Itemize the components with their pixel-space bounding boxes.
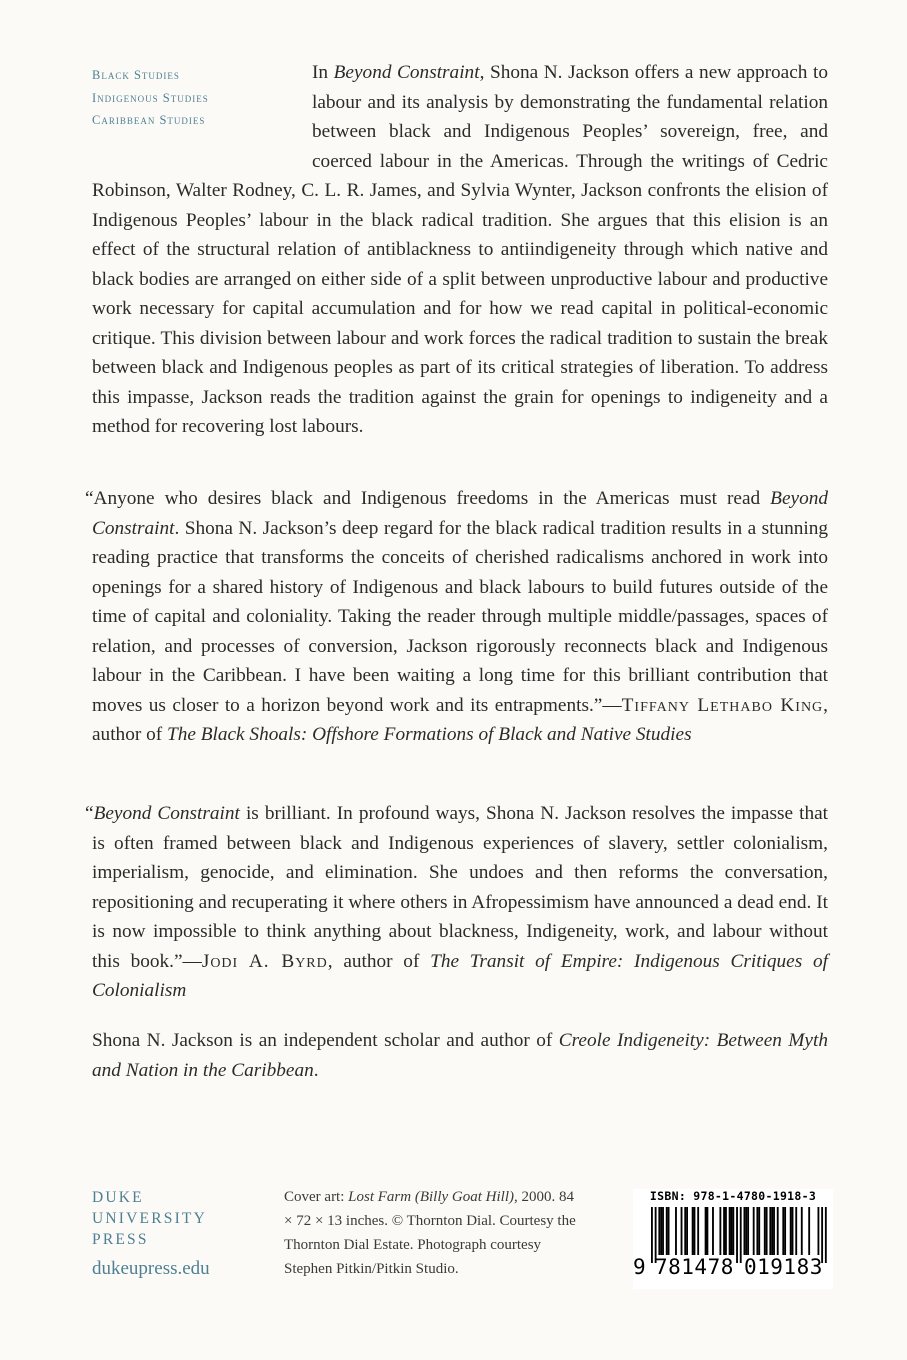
barcode-bar bbox=[736, 1207, 738, 1263]
barcode-bar bbox=[705, 1207, 707, 1255]
barcode-bar bbox=[753, 1207, 755, 1255]
barcode-bar bbox=[662, 1207, 664, 1255]
barcode-bar bbox=[769, 1207, 771, 1255]
barcode-bar bbox=[777, 1207, 779, 1255]
barcode-bar bbox=[808, 1207, 810, 1255]
barcode-bar bbox=[707, 1207, 709, 1255]
endorser-work: The Black Shoals: Offshore Formations of Black and Native Studies bbox=[166, 724, 692, 745]
barcode-bar bbox=[745, 1207, 747, 1255]
barcode-bar bbox=[712, 1207, 714, 1255]
endorser-name: Tiffany Lethabo King bbox=[621, 694, 824, 716]
barcode-first-digit: 9 bbox=[633, 1255, 647, 1279]
barcode-bar bbox=[666, 1207, 668, 1255]
barcode-bar bbox=[747, 1207, 749, 1255]
barcode-bar bbox=[686, 1207, 688, 1255]
barcode-bar bbox=[697, 1207, 699, 1255]
endorsement-king: “Anyone who desires black and Indigenous freedoms in the Americas must read Beyond Constraint. Shona N. Jackson’s deep regard for the black radical tradition results in a stunning reading practice that transforms the conceits of cherished radicalisms anchored in work into openings for a shared history of Indigenous and black labours to build futures outside of the time of capital and coloniality. Taking the reader through multiple middle/passages, spaces of relation, and processes of conversion, Jackson rigorously reconnects black and Indigenous labour in the Caribbean. I have been waiting a long time for this brilliant contribution that moves us closer to a horizon beyond work and its entrapments.”—Tiffany Lethabo King, author of The Black Shoals: Offshore Formations of Black and Native Studies bbox=[85, 488, 828, 745]
isbn-label: ISBN: 978-1-4780-1918-3 bbox=[649, 1189, 817, 1203]
author-bio: Shona N. Jackson is an independent scholar and author of Creole Indigeneity: Between Myth and Nation in the Caribbean. bbox=[92, 1030, 828, 1081]
category-caribbean-studies: Caribbean Studies bbox=[92, 113, 206, 127]
barcode-bar bbox=[744, 1207, 746, 1255]
publisher-url[interactable]: dukeupress.edu bbox=[92, 1258, 210, 1279]
barcode-bar bbox=[782, 1207, 784, 1255]
publisher-logo: DUKE UNIVERSITY PRESS dukeupress.edu bbox=[92, 1189, 210, 1279]
barcode-bar bbox=[675, 1207, 677, 1255]
barcode-bar bbox=[681, 1207, 683, 1255]
barcode-bar bbox=[668, 1207, 670, 1255]
barcode-bar bbox=[731, 1207, 733, 1255]
endorser-work: The Transit of Empire: Indigenous Critiques of Colonialism bbox=[92, 950, 828, 1001]
endorsement-byrd: “Beyond Constraint is brilliant. In profound ways, Shona N. Jackson resolves the impasse that is often framed between black and Indigenous experiences of slavery, settler colonialism, imperialism, genocide, and elimination. She undoes and then reforms the conversation, repositioning and recuperating it where others in Afropessimism have announced a dead end. It is now impossible to think anything about blackness, Indigeneity, work, and labour without this book.”—Jodi A. Byrd, author of The Transit of Empire: Indigenous Critiques of Colonialism bbox=[85, 803, 828, 1001]
barcode-bar bbox=[658, 1207, 660, 1255]
barcode-bar bbox=[818, 1207, 820, 1255]
barcode-bar bbox=[740, 1207, 742, 1263]
barcode-bar bbox=[756, 1207, 758, 1255]
barcode-bar bbox=[660, 1207, 662, 1255]
author-previous-work: Creole Indigeneity: Between Myth and Nation in the Caribbean bbox=[92, 1030, 828, 1081]
barcode-bar bbox=[771, 1207, 773, 1255]
barcode-bar bbox=[723, 1207, 725, 1255]
barcode-bar bbox=[725, 1207, 727, 1255]
book-title: Beyond Constraint bbox=[333, 62, 480, 83]
category-black-studies: Black Studies bbox=[92, 68, 180, 82]
barcode-bar bbox=[784, 1207, 786, 1255]
barcode-bar bbox=[773, 1207, 775, 1255]
barcode-bar bbox=[719, 1207, 721, 1255]
cover-art-credit: Cover art: Lost Farm (Billy Goat Hill), 2000. 84 × 72 × 13 inches. © Thornton Dial. Courtesy the Thornton Dial Estate. Photograph courtesy Stephen Pitkin/Pitkin Studio. bbox=[284, 1189, 576, 1277]
category-indigenous-studies: Indigenous Studies bbox=[92, 90, 209, 105]
barcode-bar bbox=[684, 1207, 686, 1255]
endorser-name: Jodi A. Byrd bbox=[201, 950, 328, 972]
book-description: In Beyond Constraint, Shona N. Jackson offers a new approach to labour and its analysis by demonstrating the fundamental relation between black and Indigenous Peoples’ sovereign, free, and coerced labour in the Americas. Through the writings of Cedric Robinson, Walter Rodney, C. L. R. James, and Sylvia Wynter, Jackson confronts the elision of Indigenous Peoples’ labour in the black radical tradition. She argues that this elision is an effect of the structural relation of antiblackness to antiindigeneity through which native and black bodies are arranged on either side of a split between unproductive labour and productive work necessary for capital accumulation and for how we read capital in political-economic critique. This division between labour and work forces the radical tradition to sustain the break between black and Indigenous peoples as part of its critical strategies of liberation. To address this impasse, Jackson reads the tradition against the grain for openings to indigeneity and a method for recovering lost labours. bbox=[92, 62, 829, 437]
barcode-bar bbox=[651, 1207, 653, 1263]
barcode-bar bbox=[792, 1207, 794, 1255]
barcode-bar bbox=[795, 1207, 797, 1255]
barcode-bar bbox=[801, 1207, 803, 1255]
barcode-bar bbox=[766, 1207, 768, 1255]
barcode-left-digits: 781478 bbox=[655, 1255, 734, 1279]
barcode-bar bbox=[694, 1207, 696, 1255]
isbn-barcode bbox=[633, 1189, 833, 1289]
barcode-bar bbox=[732, 1207, 734, 1255]
barcode-bar bbox=[790, 1207, 792, 1255]
barcode-bar bbox=[764, 1207, 766, 1255]
barcode-bar bbox=[825, 1207, 827, 1263]
barcode-bar bbox=[758, 1207, 760, 1255]
barcode-right-digits: 019183 bbox=[744, 1255, 823, 1279]
barcode-bar bbox=[692, 1207, 694, 1255]
barcode-bar bbox=[729, 1207, 731, 1255]
